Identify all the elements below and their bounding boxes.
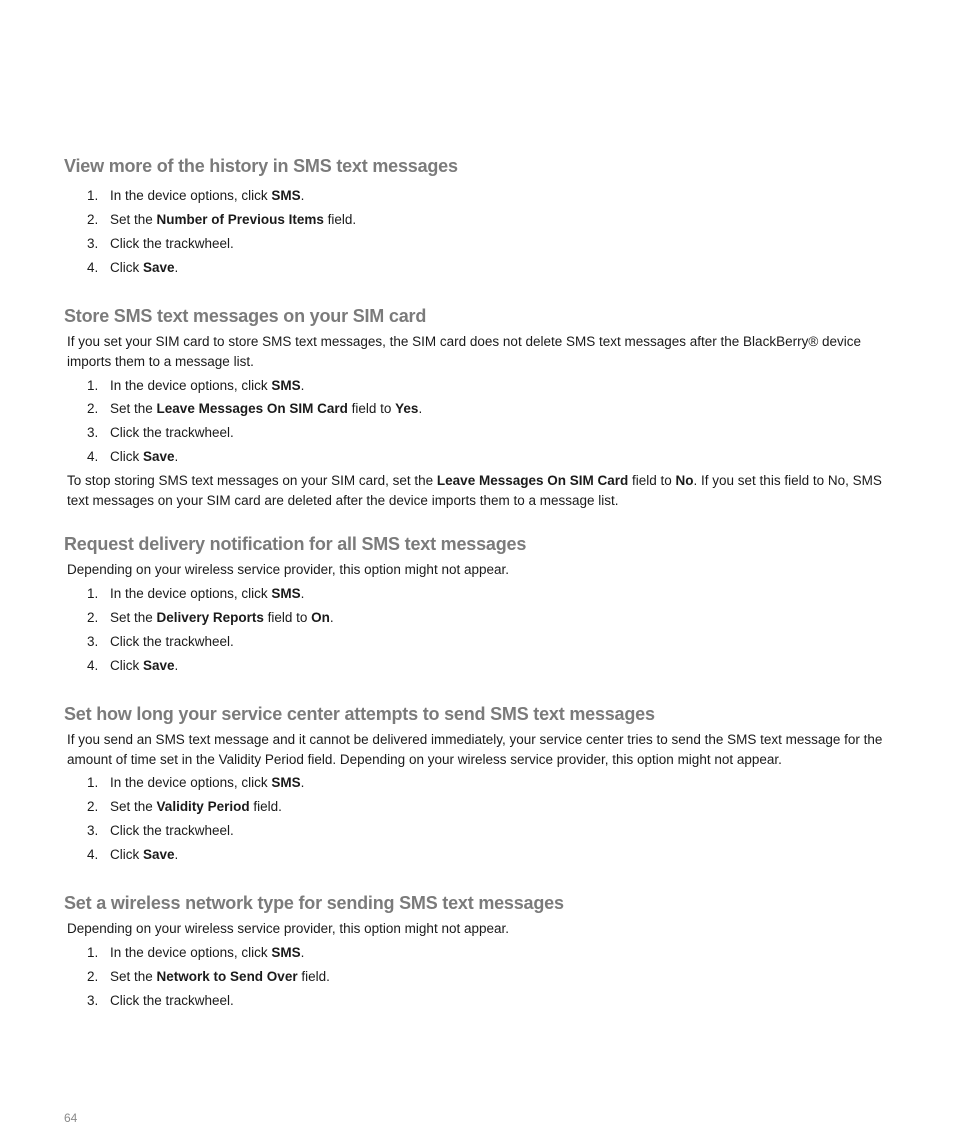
step-number: 3. bbox=[87, 993, 99, 1008]
step-text: Click the trackwheel. bbox=[110, 823, 234, 838]
step-text: In the device options, click SMS. bbox=[110, 775, 305, 790]
step-item bbox=[0, 210, 954, 230]
section-intro: Depending on your wireless service provider, this option might not appear. bbox=[67, 562, 509, 577]
step-text: In the device options, click SMS. bbox=[110, 188, 305, 203]
step-number: 2. bbox=[87, 610, 99, 625]
step-text: Click Save. bbox=[110, 847, 179, 862]
step-item bbox=[0, 423, 954, 443]
step-number: 1. bbox=[87, 775, 99, 790]
step-item bbox=[0, 967, 954, 987]
step-number: 2. bbox=[87, 969, 99, 984]
section-note: To stop storing SMS text messages on your SIM card, set the Leave Messages On SIM Card field to No. If you set this field to No, SMS text messages on your SIM card are deleted after the device imports them to a message list. bbox=[67, 473, 882, 508]
step-item bbox=[0, 584, 954, 604]
step-text: In the device options, click SMS. bbox=[110, 945, 305, 960]
section-title-view-history: View more of the history in SMS text messages bbox=[64, 156, 458, 176]
section-title-store-sim: Store SMS text messages on your SIM card bbox=[64, 306, 427, 326]
step-item bbox=[0, 991, 954, 1011]
step-item bbox=[0, 943, 954, 963]
step-item bbox=[0, 447, 954, 467]
step-text: Click the trackwheel. bbox=[110, 634, 234, 649]
section-title-validity-period: Set how long your service center attempts to send SMS text messages bbox=[64, 704, 655, 724]
section-intro: If you set your SIM card to store SMS text messages, the SIM card does not delete SMS text messages after the BlackBerry® device imports them to a message list. bbox=[67, 334, 862, 369]
step-text: Click Save. bbox=[110, 449, 179, 464]
step-number: 3. bbox=[87, 236, 99, 251]
step-number: 4. bbox=[87, 449, 99, 464]
step-item bbox=[0, 258, 954, 278]
step-number: 1. bbox=[87, 586, 99, 601]
step-item bbox=[0, 821, 954, 841]
step-number: 2. bbox=[87, 401, 99, 416]
step-text: Set the Network to Send Over field. bbox=[110, 969, 330, 984]
step-text: In the device options, click SMS. bbox=[110, 586, 305, 601]
step-text: Click Save. bbox=[110, 260, 179, 275]
step-item bbox=[0, 773, 954, 793]
step-number: 3. bbox=[87, 634, 99, 649]
section-title-network-type: Set a wireless network type for sending SMS text messages bbox=[64, 893, 564, 913]
page-number: 64 bbox=[64, 1111, 78, 1125]
step-text: Click the trackwheel. bbox=[110, 993, 234, 1008]
step-item bbox=[0, 376, 954, 396]
step-text: Click Save. bbox=[110, 658, 179, 673]
step-text: Click the trackwheel. bbox=[110, 425, 234, 440]
step-item bbox=[0, 399, 954, 419]
step-number: 1. bbox=[87, 188, 99, 203]
step-number: 2. bbox=[87, 799, 99, 814]
section-title-delivery-notification: Request delivery notification for all SMS text messages bbox=[64, 534, 527, 554]
step-text: Set the Validity Period field. bbox=[110, 799, 282, 814]
step-text: Set the Leave Messages On SIM Card field to Yes. bbox=[110, 401, 423, 416]
step-number: 3. bbox=[87, 425, 99, 440]
step-number: 4. bbox=[87, 260, 99, 275]
step-text: Set the Delivery Reports field to On. bbox=[110, 610, 334, 625]
step-number: 2. bbox=[87, 212, 99, 227]
section-intro: If you send an SMS text message and it cannot be delivered immediately, your service center tries to send the SMS text message for the amount of time set in the Validity Period field. Depending on your wireless service provider, this option might not appear. bbox=[67, 732, 883, 767]
step-item bbox=[0, 845, 954, 865]
step-item bbox=[0, 632, 954, 652]
step-item bbox=[0, 656, 954, 676]
step-text: Set the Number of Previous Items field. bbox=[110, 212, 357, 227]
step-item bbox=[0, 797, 954, 817]
step-number: 3. bbox=[87, 823, 99, 838]
step-number: 4. bbox=[87, 847, 99, 862]
step-text: Click the trackwheel. bbox=[110, 236, 234, 251]
step-item bbox=[0, 234, 954, 254]
step-number: 4. bbox=[87, 658, 99, 673]
section-intro: Depending on your wireless service provider, this option might not appear. bbox=[67, 921, 509, 936]
step-item bbox=[0, 608, 954, 628]
step-number: 1. bbox=[87, 945, 99, 960]
step-number: 1. bbox=[87, 378, 99, 393]
step-item bbox=[0, 186, 954, 206]
step-text: In the device options, click SMS. bbox=[110, 378, 305, 393]
